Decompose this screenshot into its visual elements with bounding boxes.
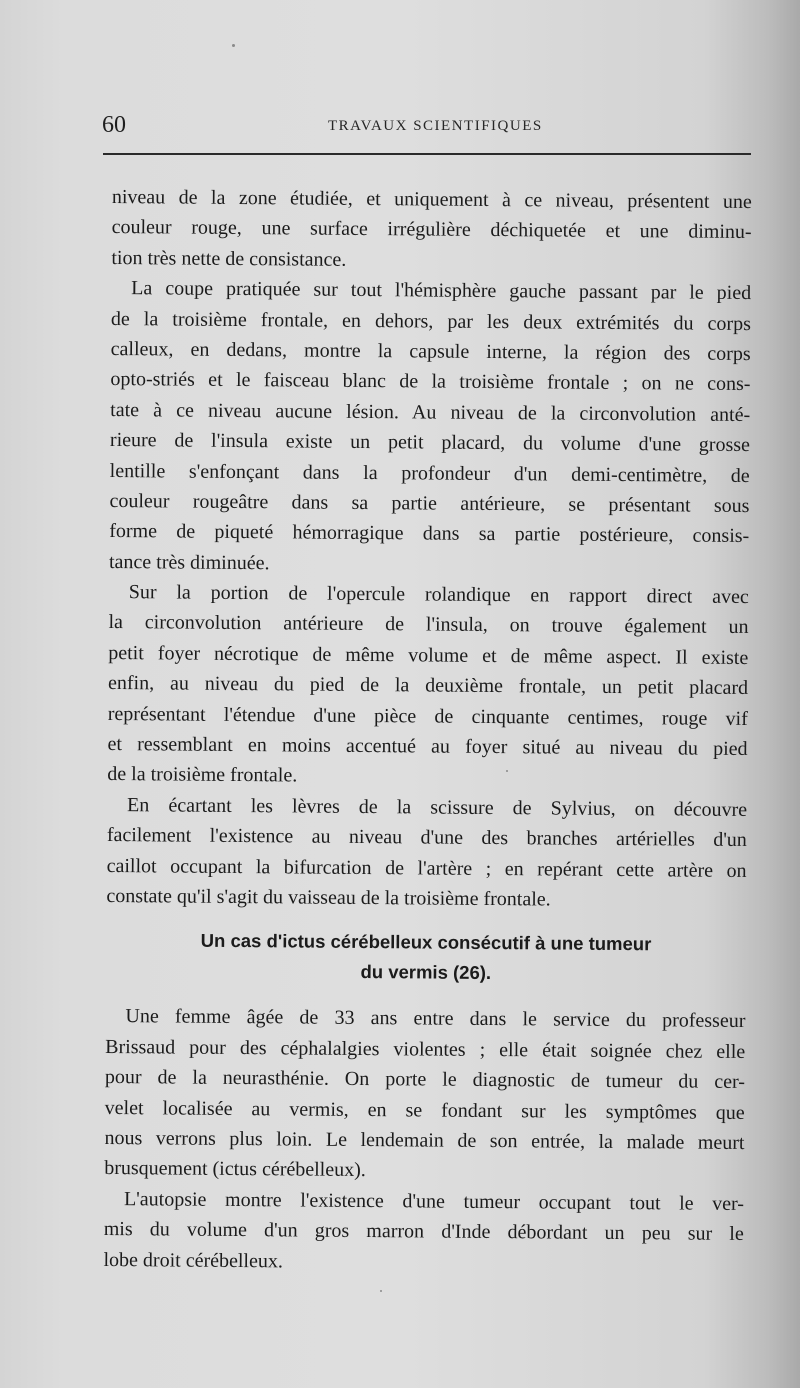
paragraph	[104, 1001, 745, 1188]
text-line: facilement l'existence au niveau d'une des branches artérielles d'un	[106, 824, 747, 852]
text-line: la circonvolution antérieure de l'insula, on trouve également un	[108, 611, 749, 639]
text-line: tate à ce niveau aucune lésion. Au niveau de la circonvolution anté-	[110, 398, 751, 426]
section-heading-line: Un cas d'ictus cérébelleux consécutif à une tumeur	[200, 930, 652, 955]
text-line: caillot occupant la bifurcation de l'artère ; en repérant cette artère on	[106, 854, 747, 882]
text-line: L'autopsie montre l'existence d'une tumeur occupant tout le ver-	[123, 1187, 745, 1215]
section-heading-line: du vermis (26).	[360, 961, 492, 984]
text-line: lobe droit cérébelleux.	[103, 1248, 283, 1272]
text-line: mis du volume d'un gros marron d'Inde débordant un peu sur le	[103, 1218, 744, 1246]
text-line: couleur rougeâtre dans sa partie antérieure, se présentant sous	[109, 489, 750, 517]
text-line: rieure de l'insula existe un petit placard, du volume d'une grosse	[109, 429, 751, 457]
text-line: de la troisième frontale.	[107, 763, 298, 787]
paper-speck	[232, 44, 235, 47]
text-line: Une femme âgée de 33 ans entre dans le service du professeur	[125, 1005, 746, 1033]
text-line: La coupe pratiquée sur tout l'hémisphère gauche passant par le pied	[131, 277, 752, 305]
text-line: Sur la portion de l'opercule rolandique en rapport direct avec	[128, 581, 749, 609]
page-number: 60	[102, 112, 126, 138]
text-line: pour de la neurasthénie. On porte le diagnostic de tumeur du cer-	[104, 1066, 746, 1094]
text-line: Brissaud pour des céphalalgies violentes ; elle était soignée chez elle	[105, 1035, 746, 1063]
paper-speck	[380, 1290, 382, 1292]
text-line: enfin, au niveau du pied de la deuxième frontale, un petit placard	[107, 672, 749, 700]
text-line: petit foyer nécrotique de même volume et de même aspect. Il existe	[108, 641, 749, 669]
page-header	[100, 112, 750, 142]
text-line: opto-striés et le faisceau blanc de la troisième frontale ; on ne cons-	[110, 368, 751, 396]
text-line: et ressemblant en moins accentué au foyer situé au niveau du pied	[107, 733, 748, 761]
section-heading	[106, 925, 746, 990]
text-line: tance très diminuée.	[108, 550, 270, 574]
text-line: niveau de la zone étudiée, et uniquement à ce niveau, présentent une	[111, 185, 752, 214]
text-line: brusquement (ictus cérébelleux).	[104, 1157, 366, 1182]
text-line: nous verrons plus loin. Le lendemain de son entrée, la malade meurt	[104, 1126, 745, 1154]
body-text	[103, 182, 752, 1280]
paragraph	[111, 182, 752, 278]
text-line: de la troisième frontale, en dehors, par les deux extrémités du corps	[110, 307, 751, 335]
text-line: En écartant les lèvres de la scissure de Sylvius, on découvre	[127, 793, 748, 821]
paragraph	[106, 790, 747, 917]
paragraph	[107, 577, 749, 795]
header-rule	[103, 153, 751, 155]
text-line: forme de piqueté hémorragique dans sa partie postérieure, consis-	[109, 520, 750, 548]
paragraph	[103, 1184, 744, 1280]
text-line: couleur rouge, une surface irrégulière déchiquetée et une diminu-	[111, 216, 752, 244]
text-line: représentant l'étendue d'une pièce de cinquante centimes, rouge vif	[107, 702, 748, 730]
text-line: calleux, en dedans, montre la capsule interne, la région des corps	[110, 337, 751, 365]
text-line: tion très nette de consistance.	[111, 246, 347, 271]
text-line: constate qu'il s'agit du vaisseau de la troisième frontale.	[106, 884, 551, 911]
paragraph	[109, 273, 751, 582]
text-line: lentille s'enfonçant dans la profondeur d'un demi-centimètre, de	[109, 459, 750, 487]
running-title: TRAVAUX SCIENTIFIQUES	[328, 118, 543, 134]
text-line: velet localisée au vermis, en se fondant sur les symptômes que	[104, 1096, 745, 1124]
